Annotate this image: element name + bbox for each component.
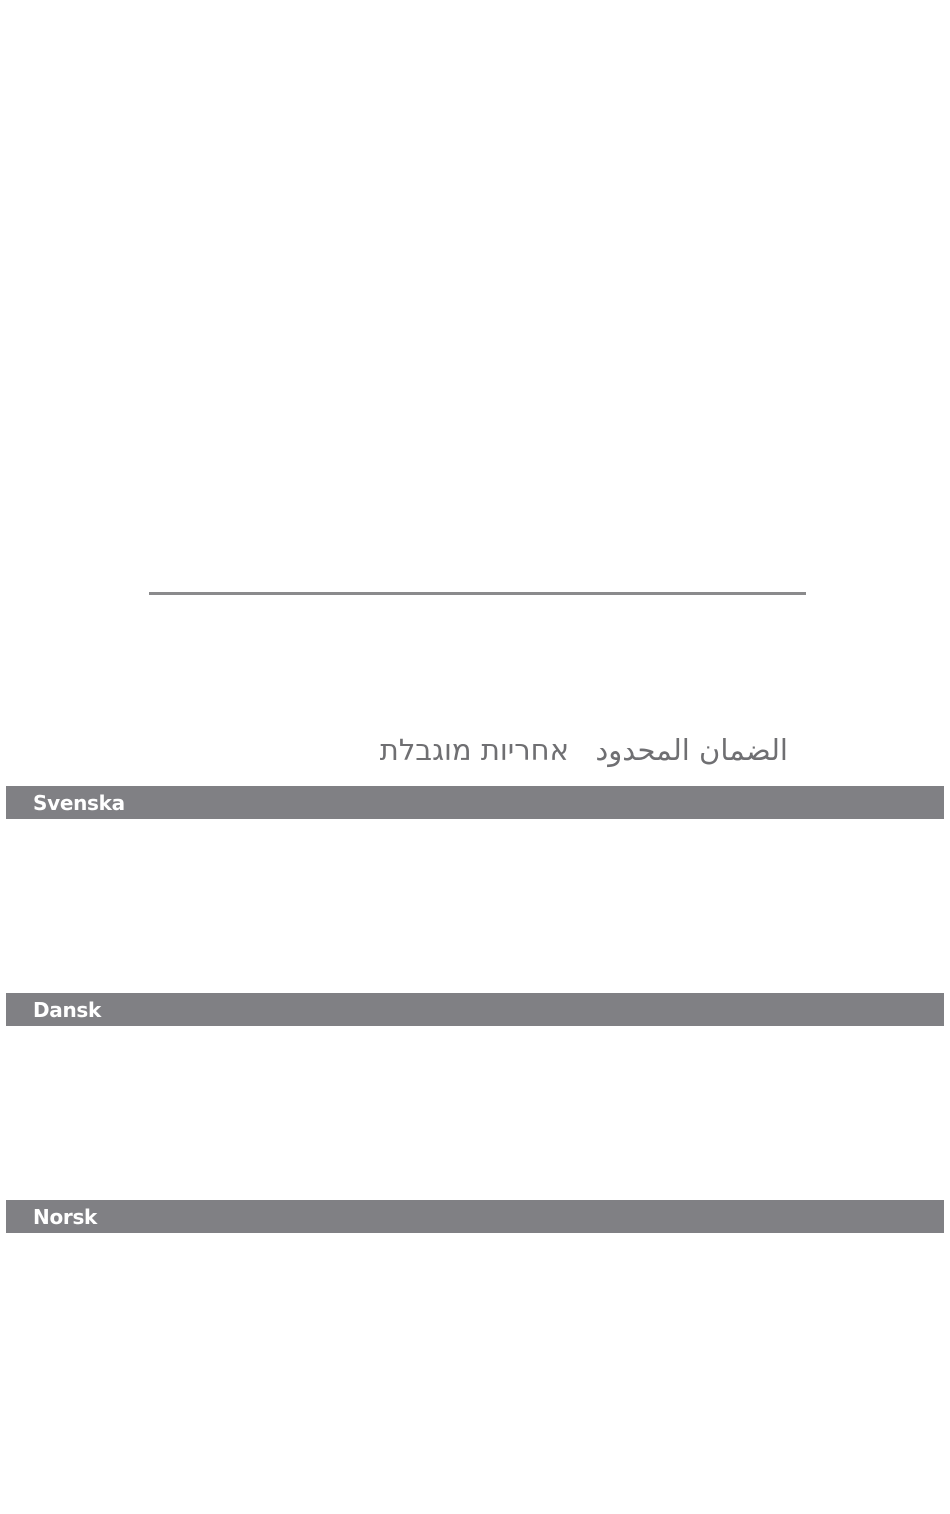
section-bar-dansk bbox=[6, 993, 944, 1026]
section-label-dansk: Dansk bbox=[33, 997, 102, 1022]
section-label-svenska: Svenska bbox=[33, 790, 125, 815]
section-label-norsk: Norsk bbox=[33, 1204, 98, 1229]
hebrew-warranty-heading: אחריות מוגבלת bbox=[379, 733, 569, 767]
horizontal-divider bbox=[149, 592, 806, 595]
arabic-warranty-heading: الضمان المحدود bbox=[595, 733, 788, 767]
section-bar-norsk bbox=[6, 1200, 944, 1233]
section-bar-svenska bbox=[6, 786, 944, 819]
